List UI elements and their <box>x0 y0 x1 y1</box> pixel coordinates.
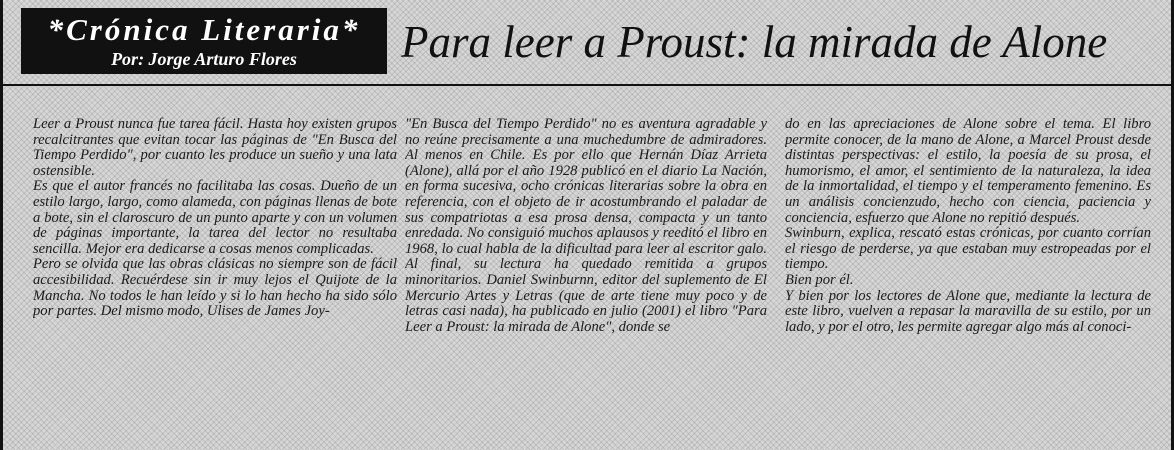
text-column-1 <box>33 117 397 450</box>
paragraph: Leer a Proust nunca fue tarea fácil. Hasta hoy existen grupos recalcitrantes que evitan tocar las páginas de "En Busca del Tiempo Perdido", por cuanto les produce un sueño y una lata ostensible. <box>33 117 397 179</box>
text-column-3 <box>785 117 1151 450</box>
paragraph: Es que el autor francés no facilitaba las cosas. Dueño de un estilo largo, largo, como alameda, con páginas llenas de bote a bote, sin el claroscuro de un punto aparte y con un volumen de páginas importante, la tarea del lector no resultaba sencilla. Mejor era dedicarse a cosas menos complicadas. <box>33 178 397 257</box>
paragraph: Bien por él. <box>785 271 854 288</box>
article-header <box>3 0 1171 86</box>
section-title: *Crónica Literaria* <box>47 12 361 47</box>
paragraph: "En Busca del Tiempo Perdido" no es aventura agradable y no reúne precisamente a una muchedumbre de admiradores. Al menos en Chile. Es por ello que Hernán Díaz Arrieta (Alone), allá por el año 1928 publicó en el diario La Nación, en forma sucesiva, ocho crónicas literarias sobre la obra en referencia, con el objeto de ir acostumbrando el paladar de sus compatriotas a esa prosa densa, compacta y un tanto enredada. No consiguió muchos aplausos y reeditó el libro en 1968, lo cual habla de la dificultad para leer al escritor galo. Al final, su lectura ha quedado remitida a grupos minoritarios. Daniel Swinburnn, editor del suplemento de El Mercurio Artes y Letras (que de arte tiene muy poco y de letras casi nada), ha publicado en julio (2001) el libro "Para Leer a Proust: la mirada de Alone", donde se <box>405 117 767 335</box>
text-column-2 <box>405 117 767 450</box>
article-headline: Para leer a Proust: la mirada de Alone <box>401 17 1108 67</box>
paragraph: Pero se olvida que las obras clásicas no siempre son de fácil accesibilidad. Recuérdese sin ir muy lejos el Quijote de la Mancha. No todos le han leído y si lo han hecho ha sido sólo por partes. Del mismo modo, Ulises de James Joy- <box>33 256 397 320</box>
article-body <box>33 117 1153 450</box>
paragraph: Swinburn, explica, rescató estas crónicas, por cuanto corrían el riesgo de perderse, ya que estaban muy estropeadas por el tiempo. <box>785 225 1151 273</box>
author-byline: Por: Jorge Arturo Flores <box>111 49 297 69</box>
paragraph: do en las apreciaciones de Alone sobre el tema. El libro permite conocer, de la mano de Alone, a Marcel Proust desde distintas perspectivas: el estilo, la poesía de su prosa, el humorismo, el amor, el sentimiento de la naturaleza, la idea de la inmortalidad, el tiempo y el temperamento femenino. Es un análisis concienzudo, hecho con ciencia, paciencia y conciencia, esfuerzo que Alone no repitió después. <box>785 117 1151 226</box>
paragraph: Y bien por los lectores de Alone que, mediante la lectura de este libro, vuelven a repasar la maravilla de su estilo, por un lado, y por el otro, les permite agregar algo más al conoci- <box>785 287 1151 335</box>
section-banner <box>21 8 387 74</box>
